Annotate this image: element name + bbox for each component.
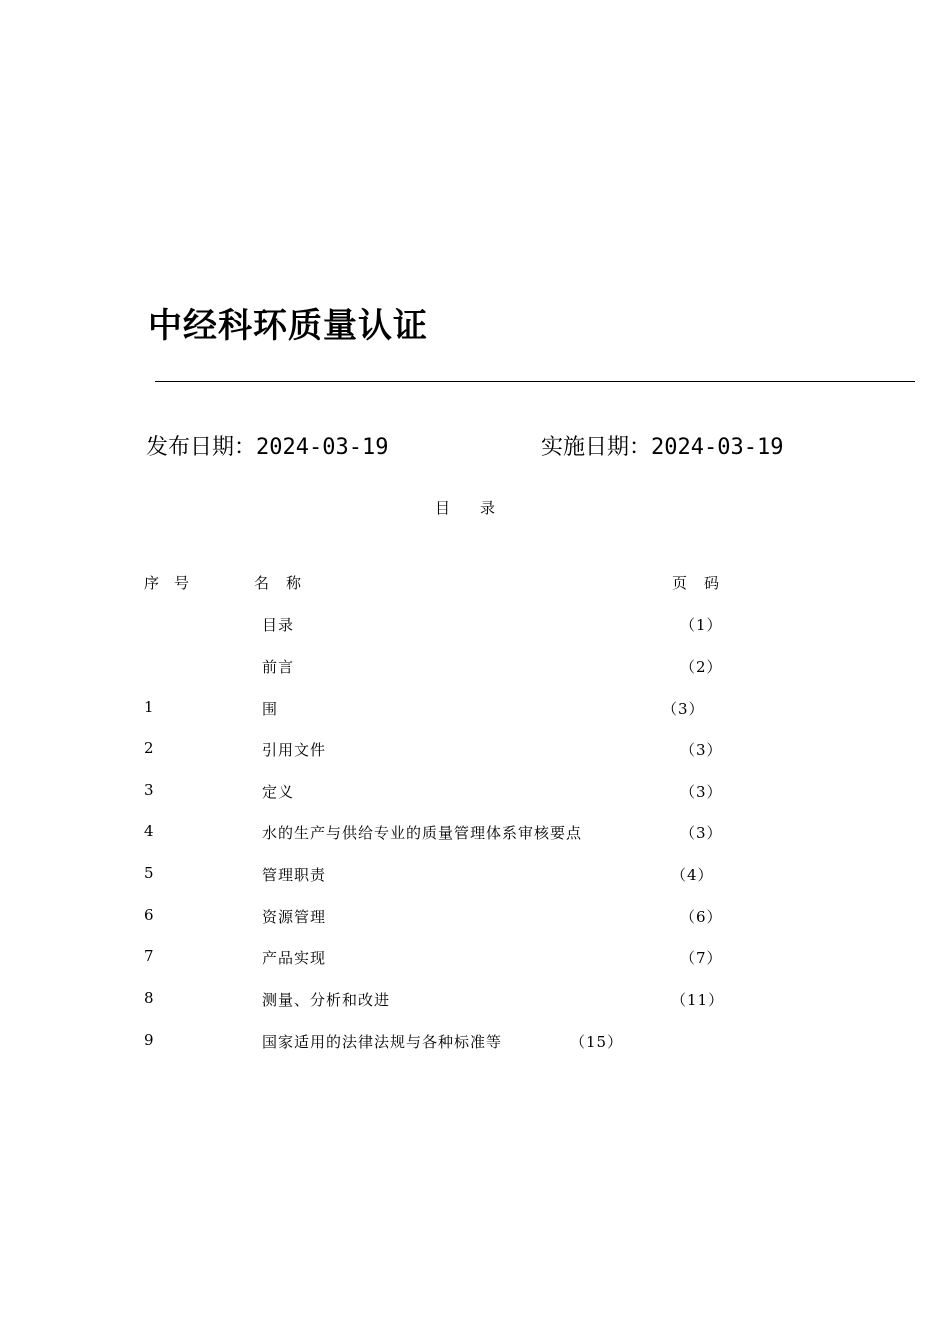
toc-row-page: （7）	[680, 949, 723, 967]
toc-row-page: （3）	[680, 741, 723, 759]
toc-row-no: 5	[144, 864, 154, 882]
toc-row-no: 7	[144, 947, 154, 965]
toc-row-page: （15）	[570, 1033, 624, 1051]
toc-row-no: 8	[144, 989, 154, 1007]
toc-row-no: 4	[144, 822, 154, 840]
toc-row-page: （1）	[680, 616, 723, 634]
toc-row-page: （3）	[680, 824, 723, 842]
toc-row-name: 引用文件	[262, 741, 327, 759]
toc-row-page: （3）	[662, 700, 705, 718]
implement-date-value: 2024-03-19	[651, 435, 784, 460]
toc-row	[0, 614, 950, 636]
toc-row	[0, 739, 950, 761]
toc-header-name: 名 称	[254, 574, 303, 592]
toc-row-name: 国家适用的法律法规与各种标准等	[262, 1033, 503, 1051]
toc-row	[0, 947, 950, 969]
toc-row-name: 管理职责	[262, 866, 327, 884]
toc-row-no: 6	[144, 906, 154, 924]
toc-row	[0, 822, 950, 844]
toc-row-no: 9	[144, 1031, 154, 1049]
publish-date-label: 发布日期：	[146, 435, 257, 460]
publish-date-value: 2024-03-19	[256, 435, 389, 460]
title-divider	[155, 381, 915, 382]
implement-date-label: 实施日期：	[541, 435, 652, 460]
toc-row-name: 目录	[262, 616, 295, 634]
toc-row-page: （6）	[680, 908, 723, 926]
toc-row	[0, 864, 950, 886]
toc-row-no: 3	[144, 781, 154, 799]
toc-row-name: 测量、分析和改进	[262, 991, 391, 1009]
toc-row-name: 围	[262, 700, 279, 718]
toc-row-no: 2	[144, 739, 154, 757]
toc-row-name: 定义	[262, 783, 295, 801]
toc-heading: 目 录	[435, 499, 496, 517]
toc-row-page: （4）	[671, 866, 714, 884]
toc-row-page: （3）	[680, 783, 723, 801]
toc-row	[0, 698, 950, 720]
toc-row	[0, 1031, 950, 1053]
toc-row-page: （2）	[680, 658, 723, 676]
implement-date	[541, 430, 783, 461]
toc-header-row	[0, 572, 950, 594]
toc-row-name: 前言	[262, 658, 295, 676]
toc-row	[0, 989, 950, 1011]
toc-row-name: 产品实现	[262, 949, 327, 967]
toc-row-no: 1	[144, 698, 154, 716]
toc-row-name: 水的生产与供给专业的质量管理体系审核要点	[262, 824, 583, 842]
toc-row	[0, 656, 950, 678]
publish-date	[146, 430, 388, 461]
toc-row-name: 资源管理	[262, 908, 327, 926]
toc-row-page: （11）	[671, 991, 725, 1009]
document-title: 中经科环质量认证	[148, 306, 428, 346]
toc-row	[0, 781, 950, 803]
toc-header-no: 序 号	[144, 574, 190, 592]
toc-header-page: 页 码	[672, 574, 721, 592]
toc-row	[0, 906, 950, 928]
